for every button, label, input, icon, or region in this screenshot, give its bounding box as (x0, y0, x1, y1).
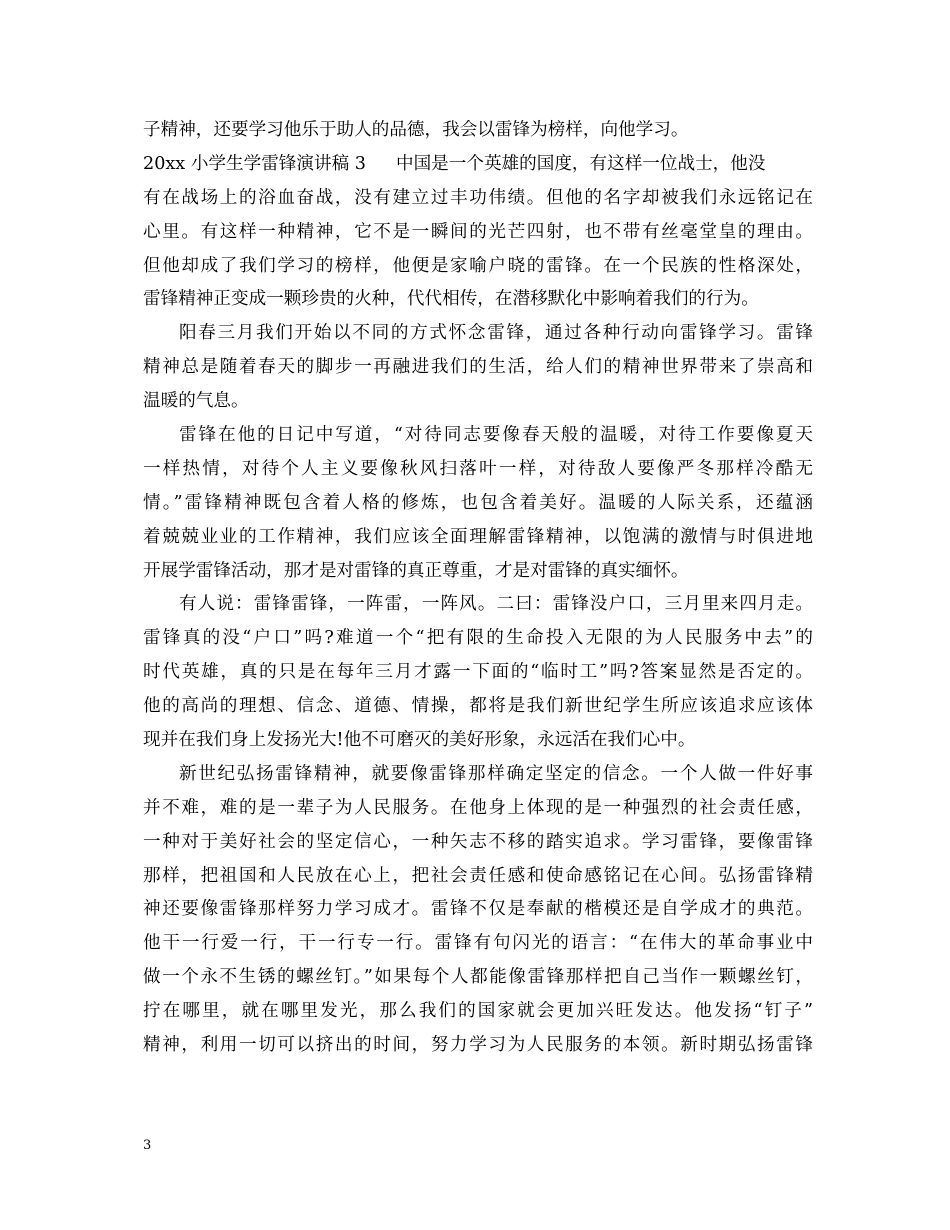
body-text (143, 114, 813, 1063)
section-first-sentence: 中国是一个英雄的国度，有这样一位战士，他没 (395, 153, 766, 174)
text-line-21: 并不难，难的是一辈子为人民服务。在他身上体现的是一种强烈的社会责任感， (143, 797, 813, 818)
text-line-2 (143, 148, 813, 182)
text-line-27: 拧在哪里，就在哪里发光，那么我们的国家就会更加兴旺发达。他发扬“钉子” (143, 1001, 813, 1022)
text-line-3: 有在战场上的浴血奋战，没有建立过丰功伟绩。但他的名字却被我们永远铭记在 (143, 187, 813, 208)
text-line-20: 新世纪弘扬雷锋精神，就要像雷锋那样确定坚定的信念。一个人做一件好事 (179, 763, 813, 784)
text-line-22: 一种对于美好社会的坚定信心，一种矢志不移的踏实追求。学习雷锋，要像雷锋 (143, 831, 813, 852)
text-line-13: 着兢兢业业的工作精神，我们应该全面理解雷锋精神，以饱满的激情与时俱进地 (143, 526, 813, 547)
text-line-4: 心里。有这样一种精神，它不是一瞬间的光芒四射，也不带有丝毫堂皇的理由。 (143, 221, 813, 242)
text-line-11: 一样热情，对待个人主义要像秋风扫落叶一样，对待敌人要像严冬那样冷酷无 (143, 458, 813, 479)
page-number: 3 (143, 1138, 152, 1153)
text-line-19: 现并在我们身上发扬光大!他不可磨灭的美好形象，永远活在我们心中。 (143, 730, 696, 751)
text-line-17: 时代英雄，真的只是在每年三月才露一下面的“临时工”吗?答案显然是否定的。 (143, 662, 813, 683)
text-line-23: 那样，把祖国和人民放在心上，把社会责任感和使命感铭记在心间。弘扬雷锋精 (143, 865, 813, 886)
text-line-1: 子精神，还要学习他乐于助人的品德，我会以雷锋为榜样，向他学习。 (143, 120, 689, 140)
text-line-5: 但他却成了我们学习的榜样，他便是家喻户晓的雷锋。在一个民族的性格深处， (143, 255, 813, 276)
text-line-16: 雷锋真的没“户口”吗?难道一个“把有限的生命投入无限的为人民服务中去”的 (143, 628, 813, 649)
text-line-6: 雷锋精神正变成一颗珍贵的火种，代代相传，在潜移默化中影响着我们的行为。 (143, 289, 759, 310)
text-line-28: 精神，利用一切可以挤出的时间，努力学习为人民服务的本领。新时期弘扬雷锋 (143, 1035, 813, 1056)
text-line-10: 雷锋在他的日记中写道，“对待同志要像春天般的温暖，对待工作要像夏天 (179, 425, 813, 446)
text-line-25: 他干一行爱一行，干一行专一行。雷锋有句闪光的语言：“在伟大的革命事业中 (143, 933, 813, 954)
text-line-14: 开展学雷锋活动，那才是对雷锋的真正尊重，才是对雷锋的真实缅怀。 (143, 560, 689, 581)
text-line-12: 情。”雷锋精神既包含着人格的修炼，也包含着美好。温暖的人际关系，还蕴涵 (143, 492, 813, 513)
text-line-8: 精神总是随着春天的脚步一再融进我们的生活，给人们的精神世界带来了崇高和 (143, 357, 813, 378)
text-line-15: 有人说：雷锋雷锋，一阵雷，一阵风。二曰：雷锋没户口，三月里来四月走。 (179, 594, 813, 615)
section-heading: 20xx 小学生学雷锋演讲稿 3 (143, 153, 366, 174)
text-line-24: 神还要像雷锋那样努力学习成才。雷锋不仅是奉献的楷模还是自学成才的典范。 (143, 899, 813, 920)
text-line-7: 阳春三月我们开始以不同的方式怀念雷锋，通过各种行动向雷锋学习。雷锋 (179, 323, 813, 344)
text-line-26: 做一个永不生锈的螺丝钉。”如果每个人都能像雷锋那样把自己当作一颗螺丝钉， (143, 967, 813, 988)
text-line-18: 他的高尚的理想、信念、道德、情操，都将是我们新世纪学生所应该追求应该体 (143, 696, 813, 717)
text-line-9: 温暖的气息。 (143, 391, 249, 412)
